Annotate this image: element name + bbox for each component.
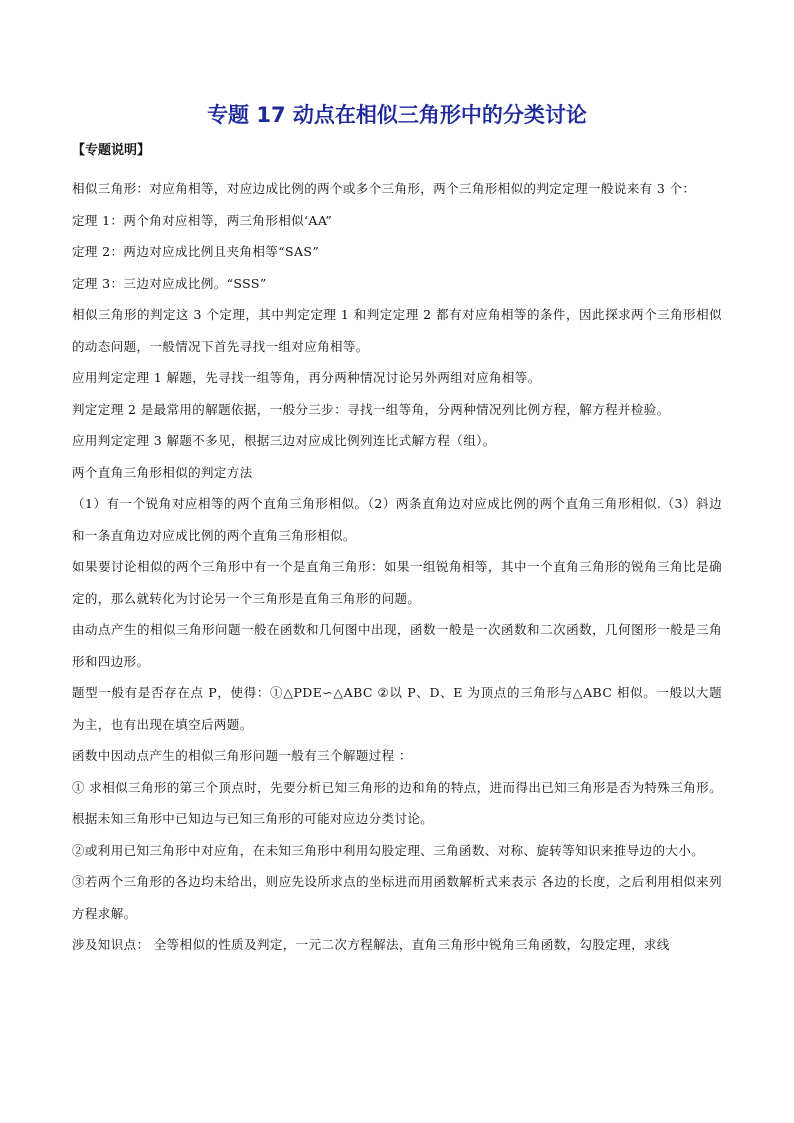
paragraph: 由动点产生的相似三角形问题一般在函数和几何图中出现，函数一般是一次函数和二次函数，几何图形一般是三角形和四边形。 bbox=[72, 622, 722, 669]
paragraph: ②或利用已知三角形中对应角，在未知三角形中利用勾股定理、三角函数、对称、旋转等知识来推导边的大小。 bbox=[72, 842, 705, 858]
paragraph: 定理 1：两个角对应相等，两三角形相似‘AA” bbox=[72, 212, 333, 228]
paragraph-list bbox=[72, 173, 722, 961]
paragraph: 相似三角形的判定这 3 个定理，其中判定定理 1 和判定定理 2 都有对应角相等的条件，因此探求两个三角形相似的动态问题，一般情况下首先寻找一组对应角相等。 bbox=[72, 307, 722, 354]
paragraph: 函数中因动点产生的相似三角形问题一般有三个解题过程 ： bbox=[72, 748, 412, 763]
paragraph: 应用判定定理 3 解题不多见，根据三边对应成比例列连比式解方程（组）。 bbox=[72, 433, 496, 448]
paragraph: 判定定理 2 是最常用的解题依据，一般分三步：寻找一组等角，分两种情况列比例方程，解方程并检验。 bbox=[72, 401, 670, 417]
paragraph: 题型一般有是否存在点 P，使得：①△PDE∽△ABC ②以 P、D、E 为顶点的三角形与△ABC 相似。一般以大题为主，也有出现在填空后两题。 bbox=[72, 685, 722, 732]
page-title: 专题 17 动点在相似三角形中的分类讨论 bbox=[207, 103, 587, 127]
paragraph: 如果要讨论相似的两个三角形中有一个是直角三角形：如果一组锐角相等，其中一个直角三角形的锐角三角比是确定的，那么就转化为讨论另一个三角形是直角三角形的问题。 bbox=[72, 559, 722, 606]
paragraph: 应用判定定理 1 解题，先寻找一组等角，再分两种情况讨论另外两组对应角相等。 bbox=[72, 370, 541, 385]
paragraph: 两个直角三角形相似的判定方法 bbox=[72, 464, 253, 480]
paragraph: ① 求相似三角形的第三个顶点时，先要分析已知三角形的边和角的特点，进而得出已知三角形是否为特殊三角形。根据未知三角形中已知边与已知三角形的可能对应边分类讨论。 bbox=[72, 779, 722, 826]
paragraph: 定理 2：两边对应成比例且夹角相等“SAS” bbox=[72, 244, 320, 259]
paragraph: ③若两个三角形的各边均未给出，则应先设所求点的坐标进而用函数解析式来表示 各边的长度，之后利用相似来列方程求解。 bbox=[72, 874, 722, 921]
paragraph: 定理 3：三边对应成比例。“SSS” bbox=[72, 275, 267, 291]
section-heading: 【专题说明】 bbox=[72, 143, 151, 158]
paragraph: 相似三角形：对应角相等，对应边成比例的两个或多个三角形，两个三角形相似的判定定理一般说来有 3 个： bbox=[72, 181, 696, 196]
paragraph: 涉及知识点： 全等相似的性质及判定，一元二次方程解法，直角三角形中锐角三角函数，勾股定理，求线 bbox=[72, 937, 670, 952]
paragraph: （1）有一个锐角对应相等的两个直角三角形相似。（2）两条直角边对应成比例的两个直角三角形相似.（3）斜边和一条直角边对应成比例的两个直角三角形相似。 bbox=[72, 496, 722, 543]
